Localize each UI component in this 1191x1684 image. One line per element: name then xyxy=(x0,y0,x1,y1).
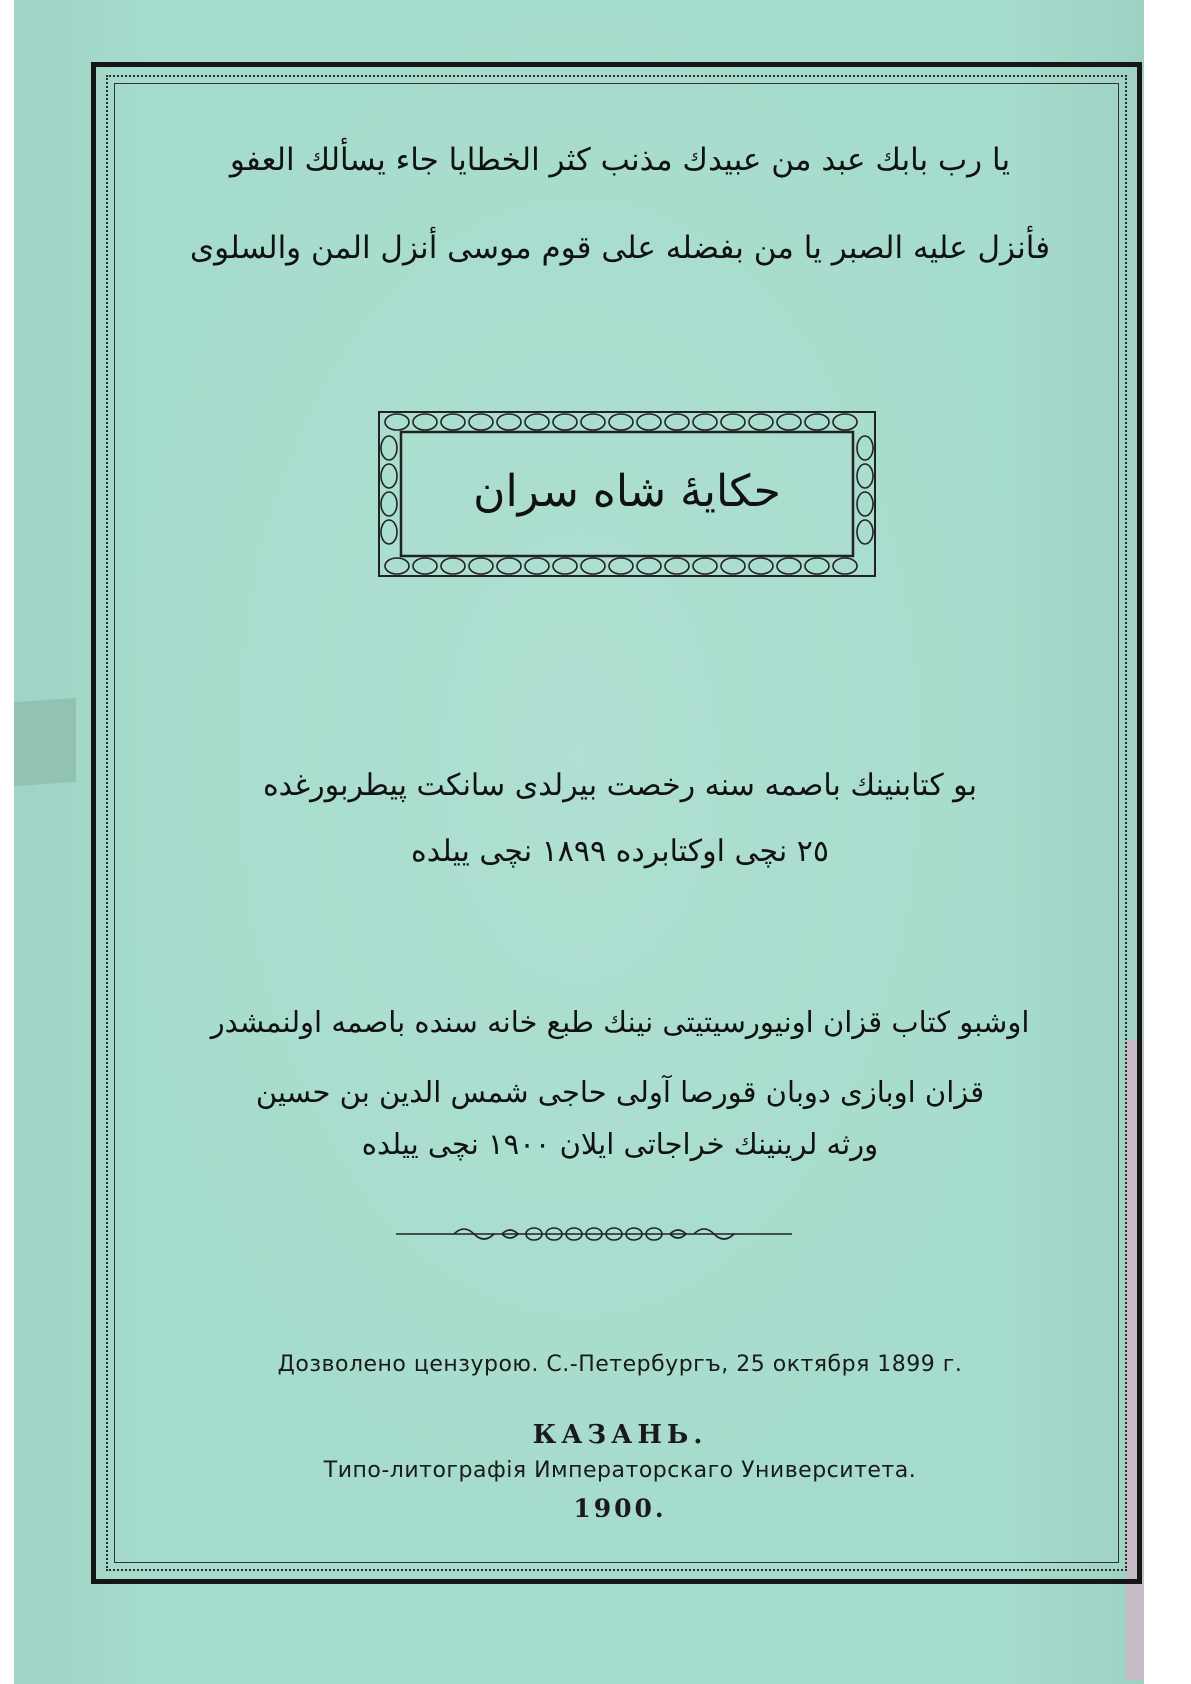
imprint-year: 1900. xyxy=(573,1494,667,1523)
divider-ornament xyxy=(394,1220,794,1248)
printing-line-1: اوشبو كتاب قزان اونيورسيتيتى نينك طبع خانه سنده باصمه اولنمشدر xyxy=(210,1005,1030,1039)
page-border-inner xyxy=(114,83,1119,1563)
printing-line-2: قزان اوبازى دوبان قورصا آولى حاجى شمس الدين بن حسين xyxy=(255,1075,985,1109)
verse-line-2: فأنزل عليه الصبر يا من بفضله على قوم موسى أنزل المن والسلوى xyxy=(189,230,1051,266)
permission-line-2: ٢٥ نچى اوكتابرده ١٨٩٩ نچى ييلده xyxy=(411,834,829,869)
imprint-press: Типо-литографія Императорскаго Университета. xyxy=(323,1458,917,1483)
title-cartouche xyxy=(371,404,883,584)
tape-mark xyxy=(14,698,76,786)
book-title: حكايۀ شاه سران xyxy=(473,466,781,517)
verse-line-1: يا رب بابك عبد من عبيدك مذنب كثر الخطايا جاء يسألك العفو xyxy=(229,142,1011,178)
imprint-city: КАЗАНЬ. xyxy=(532,1420,708,1450)
permission-line-1: بو كتابنينك باصمه سنه رخصت بيرلدى سانكت پيطربورغده xyxy=(262,768,978,803)
censor-approval: Дозволено цензурою. С.-Петербургъ, 25 октября 1899 г. xyxy=(277,1352,963,1377)
printing-line-3: ورثه لرينينك خراجاتى ايلان ١٩٠٠ نچى ييلده xyxy=(361,1127,879,1161)
